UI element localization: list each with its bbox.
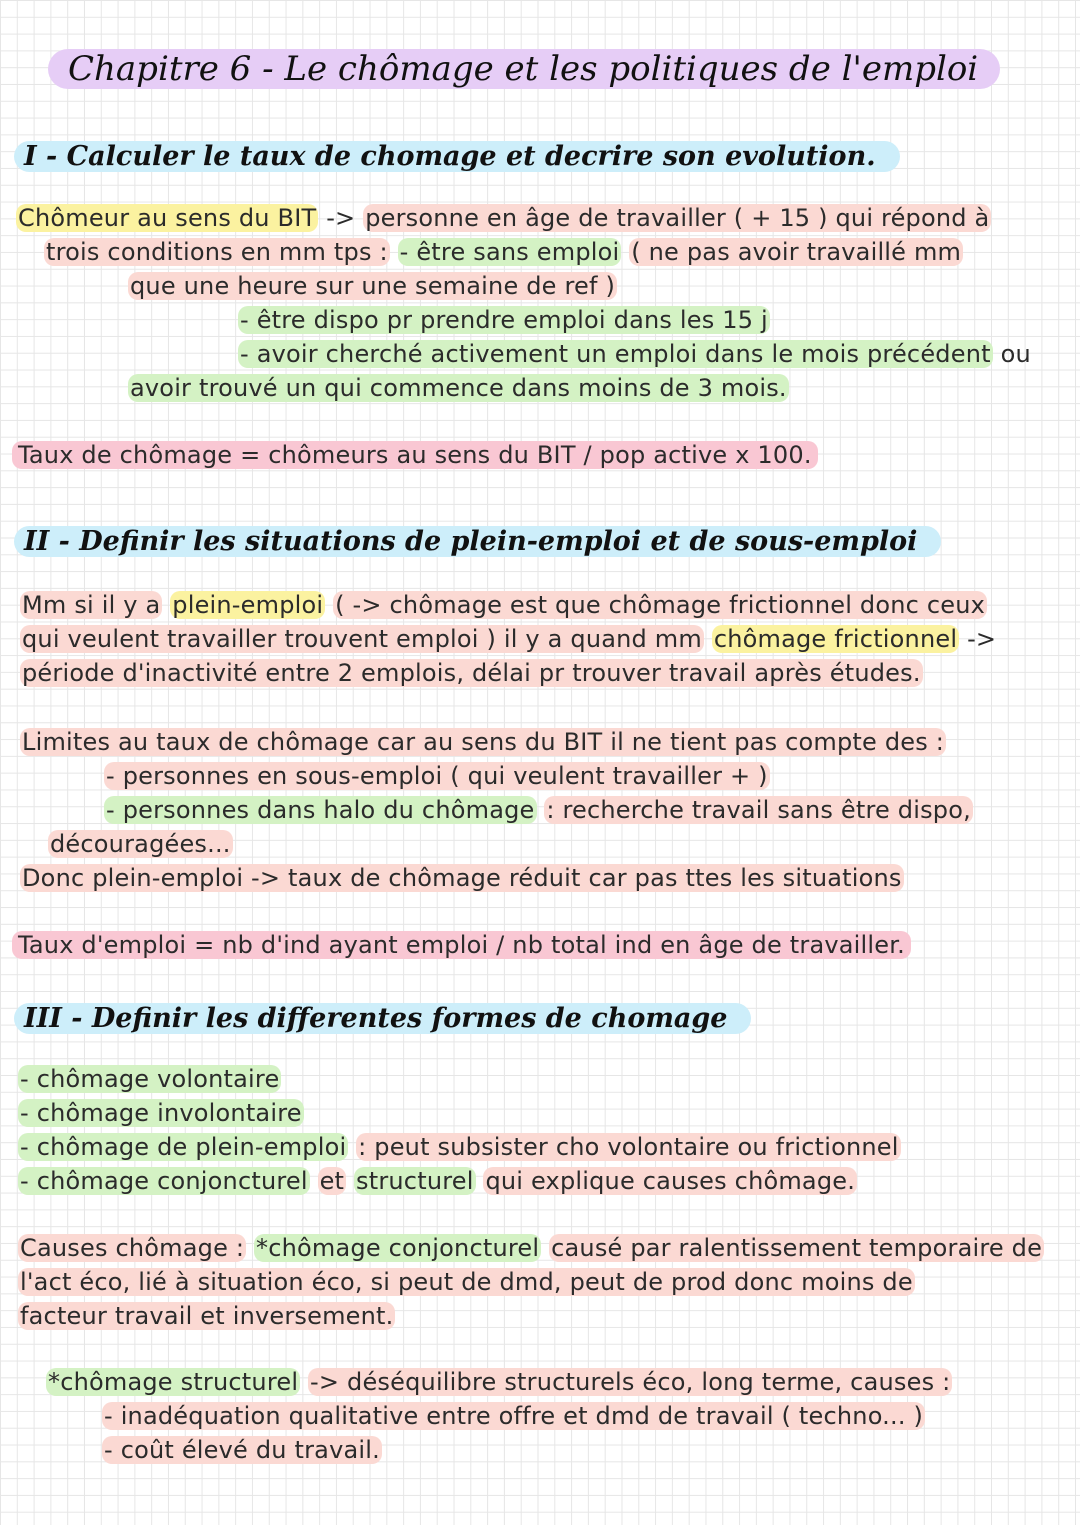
section-2-heading-text: II - Definir les situations de plein-emploi et de sous-emploi <box>14 526 941 557</box>
term: - chômage volontaire <box>20 1065 280 1093</box>
text: qui veulent travailler trouvent emploi ) il y a quand mm <box>22 625 702 653</box>
text: -> déséquilibre structurels éco, long terme, causes : <box>310 1368 951 1396</box>
definition-chomeur-line-2 <box>44 237 963 267</box>
text: : peut subsister cho volontaire ou frictionnel <box>358 1133 899 1161</box>
term: - chômage de plein-emploi <box>20 1133 347 1161</box>
term-chomeur-bit: Chômeur au sens du BIT <box>18 204 317 232</box>
forme-1 <box>18 1064 281 1094</box>
section-1-heading-text: I - Calculer le taux de chomage et decrire son evolution. <box>14 141 900 172</box>
structurel-line-2 <box>102 1401 925 1431</box>
causes-line-1 <box>18 1233 1044 1263</box>
formula-taux-emploi <box>12 930 911 960</box>
text: facteur travail et inversement. <box>20 1302 394 1330</box>
page-title <box>48 46 1000 92</box>
section-3-heading <box>14 999 751 1039</box>
arrow-text: -> <box>967 625 997 653</box>
condition-dispo: - être dispo pr prendre emploi dans les 15 j <box>240 306 768 334</box>
text: : recherche travail sans être dispo, <box>546 796 971 824</box>
term: - chômage conjoncturel <box>20 1167 308 1195</box>
forme-4 <box>18 1166 857 1196</box>
condition-detail: ( ne pas avoir travaillé mm <box>631 238 962 266</box>
text: - inadéquation qualitative entre offre et dmd de travail ( techno... ) <box>104 1402 924 1430</box>
limites-line-5 <box>20 863 904 893</box>
condition-detail-cont: que une heure sur une semaine de ref ) <box>130 272 616 300</box>
text: causé par ralentissement temporaire de <box>551 1234 1043 1262</box>
text: et <box>319 1167 345 1195</box>
title-text: Chapitre 6 - Le chômage et les politiques de l'emploi <box>68 49 979 89</box>
plein-emploi-line-3 <box>20 658 923 688</box>
forme-2 <box>18 1098 304 1128</box>
connector-ou: ou <box>1000 340 1031 368</box>
term-halo-chomage: - personnes dans halo du chômage <box>106 796 535 824</box>
plein-emploi-line-2 <box>20 624 996 654</box>
forme-3 <box>18 1132 901 1162</box>
term-chomage-structurel: *chômage structurel <box>48 1368 299 1396</box>
formula-taux-emploi-text: Taux d'emploi = nb d'ind ayant emploi / nb total ind en âge de travailler. <box>12 931 911 959</box>
definition-chomeur-line-1 <box>16 203 991 233</box>
text: - coût élevé du travail. <box>104 1436 380 1464</box>
condition-trouve: avoir trouvé un qui commence dans moins de 3 mois. <box>130 374 787 402</box>
causes-line-3 <box>18 1301 395 1331</box>
section-1-heading <box>14 137 900 177</box>
term-plein-emploi: plein-emploi <box>172 591 324 619</box>
definition-chomeur-line-4 <box>238 305 770 335</box>
section-3-heading-text: III - Definir les differentes formes de chomage <box>14 1003 751 1034</box>
causes-line-2 <box>18 1267 915 1297</box>
plein-emploi-line-1 <box>20 590 987 620</box>
text: - personnes en sous-emploi ( qui veulent travailler + ) <box>106 762 768 790</box>
text: Limites au taux de chômage car au sens du BIT il ne tient pas compte des : <box>22 728 945 756</box>
definition-chomeur-line-6 <box>128 373 789 403</box>
formula-taux-chomage-text: Taux de chômage = chômeurs au sens du BIT / pop active x 100. <box>12 441 818 469</box>
conditions-intro: trois conditions en mm tps : <box>46 238 388 266</box>
term-chomage-conjoncturel: *chômage conjoncturel <box>256 1234 540 1262</box>
section-2-heading <box>14 522 941 562</box>
text: qui explique causes chômage. <box>485 1167 856 1195</box>
arrow-text: -> <box>326 204 356 232</box>
limites-line-4 <box>48 829 233 859</box>
structurel-line-1 <box>46 1367 952 1397</box>
title-highlight <box>48 49 1000 89</box>
limites-line-3 <box>104 795 973 825</box>
term: - chômage involontaire <box>20 1099 302 1127</box>
text: ( -> chômage est que chômage frictionnel donc ceux <box>335 591 986 619</box>
text: Causes chômage : <box>20 1234 245 1262</box>
term: structurel <box>356 1167 474 1195</box>
structurel-line-3 <box>102 1435 382 1465</box>
limites-line-1 <box>20 727 946 757</box>
text: découragées... <box>50 830 231 858</box>
text: période d'inactivité entre 2 emplois, délai pr trouver travail après études. <box>22 659 921 687</box>
condition-recherche: - avoir cherché activement un emploi dans le mois précédent <box>240 340 991 368</box>
definition-chomeur-line-3 <box>128 271 617 301</box>
term-chomage-frictionnel: chômage frictionnel <box>713 625 958 653</box>
text: Mm si il y a <box>22 591 161 619</box>
condition-sans-emploi: - être sans emploi <box>399 238 620 266</box>
text: l'act éco, lié à situation éco, si peut de dmd, peut de prod donc moins de <box>20 1268 913 1296</box>
definition-text: personne en âge de travailler ( + 15 ) qui répond à <box>365 204 990 232</box>
limites-line-2 <box>104 761 770 791</box>
definition-chomeur-line-5 <box>238 339 1031 369</box>
text: Donc plein-emploi -> taux de chômage réduit car pas ttes les situations <box>22 864 902 892</box>
formula-taux-chomage <box>12 440 818 470</box>
